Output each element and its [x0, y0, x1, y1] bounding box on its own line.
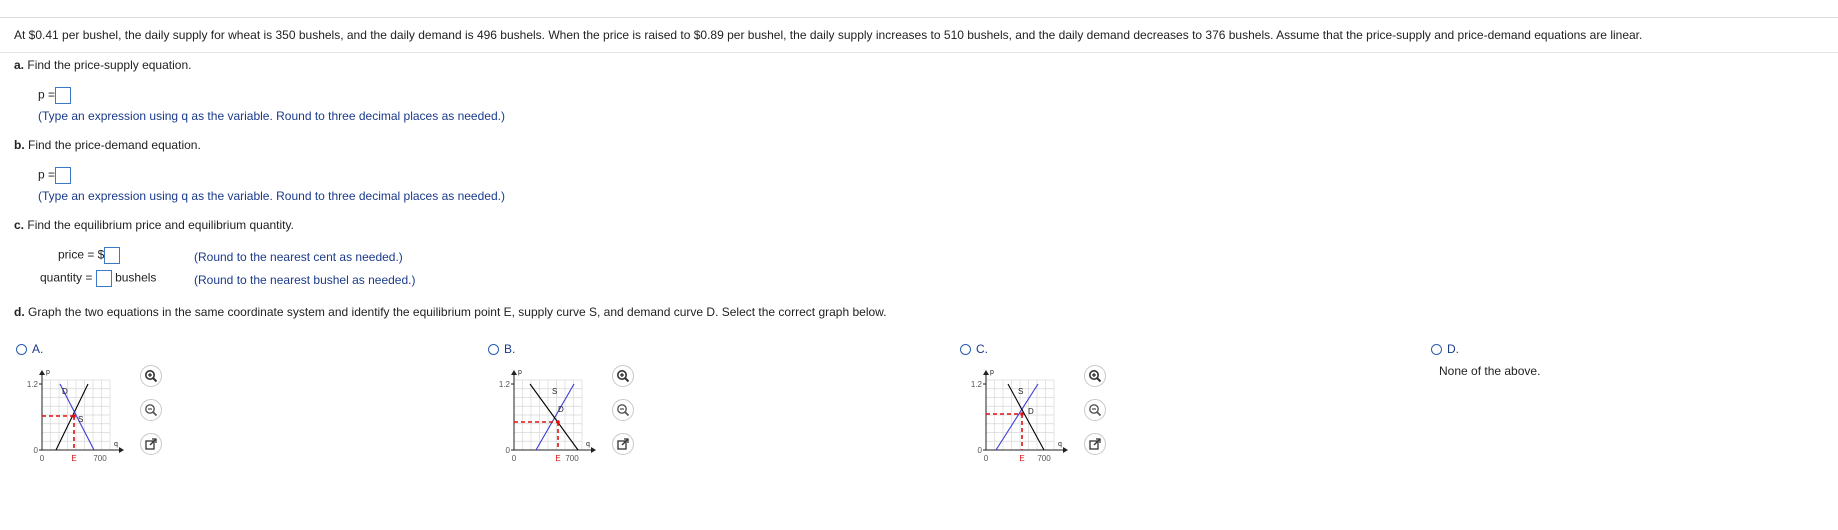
- option-c-graph: [958, 364, 1078, 472]
- y-tick-label-top: 1.2: [26, 380, 38, 389]
- option-c-radio[interactable]: [960, 344, 971, 355]
- option-graph-svg: [486, 364, 606, 472]
- axis-label-q: q: [114, 441, 118, 448]
- price-supply-input[interactable]: [55, 87, 71, 104]
- option-a-popout-icon[interactable]: [140, 433, 162, 455]
- equilibrium-quantity-input[interactable]: [96, 270, 112, 287]
- y-tick-label-top: 1.2: [498, 380, 510, 389]
- x-axis-arrow: [119, 447, 124, 453]
- curve-label-second: D: [1028, 407, 1034, 416]
- equilibrium-point: [556, 420, 560, 424]
- option-graph-svg: [14, 364, 134, 472]
- x-tick-label-max: 700: [565, 454, 579, 463]
- price-demand-input[interactable]: [55, 167, 71, 184]
- part-d-letter: d.: [14, 305, 25, 319]
- x-tick-label-max: 700: [1037, 454, 1051, 463]
- axis-label-p: p: [990, 369, 994, 376]
- curve-label-second: D: [558, 405, 564, 414]
- demand-line: [1008, 384, 1044, 450]
- option-b-zoom-in-icon[interactable]: [612, 365, 634, 387]
- part-b-prefix: p =: [38, 167, 56, 182]
- option-b-graph: [486, 364, 606, 472]
- equilibrium-point: [1020, 412, 1024, 416]
- x-tick-label-zero: 0: [983, 454, 989, 463]
- option-a-zoom-in-icon[interactable]: [140, 365, 162, 387]
- part-b-answer-row: [38, 167, 71, 184]
- part-b-hint: (Type an expression using q as the variable. Round to three decimal places as needed.): [38, 189, 505, 203]
- option-c[interactable]: [960, 342, 988, 356]
- option-a-radio[interactable]: [16, 344, 27, 355]
- price-hint: (Round to the nearest cent as needed.): [194, 250, 403, 264]
- y-tick-label-zero: 0: [505, 446, 510, 455]
- axis-label-q: q: [586, 441, 590, 448]
- x-tick-label-max: 700: [93, 454, 107, 463]
- question-divider: [0, 52, 1838, 53]
- part-a-answer-row: [38, 87, 71, 104]
- y-tick-label-zero: 0: [977, 446, 982, 455]
- part-c-prompt: [14, 218, 294, 232]
- part-c-letter: c.: [14, 218, 25, 232]
- option-b-label: B.: [504, 342, 516, 356]
- equilibrium-label: E: [71, 454, 77, 463]
- part-c-text: Find the equilibrium price and equilibrium quantity.: [27, 218, 294, 232]
- equilibrium-price-input[interactable]: [104, 247, 120, 264]
- option-b[interactable]: [488, 342, 515, 356]
- option-c-label: C.: [976, 342, 988, 356]
- part-a-hint: (Type an expression using q as the variable. Round to three decimal places as needed.): [38, 109, 505, 123]
- part-d-prompt: [14, 305, 887, 319]
- option-a-graph: [14, 364, 134, 472]
- part-a-prompt: [14, 58, 191, 72]
- option-c-popout-icon[interactable]: [1084, 433, 1106, 455]
- quantity-unit: bushels: [115, 270, 157, 285]
- option-a-label: A.: [32, 342, 44, 356]
- equilibrium-label: E: [1019, 454, 1025, 463]
- quantity-label: quantity =: [40, 270, 93, 285]
- part-d-text: Graph the two equations in the same coordinate system and identify the equilibrium point E, supply curve S, and demand curve D. Select the correct graph below.: [28, 305, 887, 319]
- option-c-zoom-out-icon[interactable]: [1084, 399, 1106, 421]
- x-axis-arrow: [591, 447, 596, 453]
- price-label: price = $: [58, 247, 105, 262]
- axis-label-p: p: [46, 369, 50, 376]
- axis-label-q: q: [1058, 441, 1062, 448]
- y-axis-arrow: [983, 370, 989, 375]
- question-text: At $0.41 per bushel, the daily supply for wheat is 350 bushels, and the daily demand is 496 bushels. When the price is raised to $0.89 per bushel, the daily supply increases to 510 bushels, and the daily demand decreases to 376 bushels. Assume that the price-supply and price-demand equations are linear.: [14, 28, 1643, 42]
- part-b-text: Find the price-demand equation.: [28, 138, 201, 152]
- option-d-label: D.: [1447, 342, 1459, 356]
- equilibrium-point: [72, 414, 76, 418]
- y-tick-label-zero: 0: [33, 446, 38, 455]
- option-b-popout-icon[interactable]: [612, 433, 634, 455]
- part-b-prompt: [14, 138, 201, 152]
- part-a-letter: a.: [14, 58, 25, 72]
- x-axis-arrow: [1063, 447, 1068, 453]
- curve-label-first: S: [1018, 387, 1024, 396]
- option-b-zoom-out-icon[interactable]: [612, 399, 634, 421]
- option-b-radio[interactable]: [488, 344, 499, 355]
- curve-label-first: D: [62, 387, 68, 396]
- option-d[interactable]: [1431, 342, 1459, 356]
- option-d-text: None of the above.: [1439, 364, 1541, 378]
- curve-label-second: S: [78, 415, 84, 424]
- y-axis-arrow: [39, 370, 45, 375]
- quantity-answer-row: [40, 270, 156, 287]
- option-a-zoom-out-icon[interactable]: [140, 399, 162, 421]
- y-tick-label-top: 1.2: [970, 380, 982, 389]
- option-d-radio[interactable]: [1431, 344, 1442, 355]
- part-b-letter: b.: [14, 138, 25, 152]
- quantity-hint: (Round to the nearest bushel as needed.): [194, 273, 416, 287]
- x-tick-label-zero: 0: [39, 454, 45, 463]
- top-divider: [0, 17, 1838, 18]
- option-graph-svg: [958, 364, 1078, 472]
- x-tick-label-zero: 0: [511, 454, 517, 463]
- part-a-prefix: p =: [38, 87, 56, 102]
- part-a-text: Find the price-supply equation.: [27, 58, 192, 72]
- curve-label-first: S: [552, 387, 558, 396]
- option-c-zoom-in-icon[interactable]: [1084, 365, 1106, 387]
- option-a[interactable]: [16, 342, 43, 356]
- price-answer-row: [58, 247, 120, 264]
- y-axis-arrow: [511, 370, 517, 375]
- supply-line: [996, 384, 1038, 450]
- equilibrium-label: E: [555, 454, 561, 463]
- axis-label-p: p: [518, 369, 522, 376]
